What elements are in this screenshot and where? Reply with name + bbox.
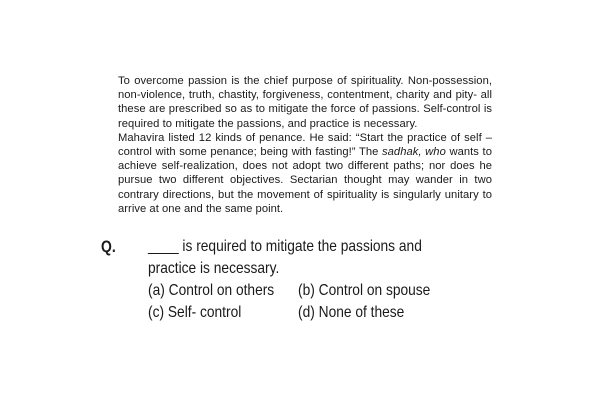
answer-options	[148, 280, 501, 324]
reading-passage	[118, 74, 492, 216]
question-block	[101, 236, 501, 324]
option-d[interactable]: (d) None of these	[298, 304, 405, 321]
option-a[interactable]: (a) Control on others	[148, 282, 275, 299]
question-row	[101, 236, 501, 280]
option-c[interactable]: (c) Self- control	[148, 304, 242, 321]
passage-paragraph-1: To overcome passion is the chief purpose of spirituality. Non-possession, non-violence, truth, chastity, forgiveness, contentment, charity and pity- all these are prescribed so as to mitigate the force of passions. Self-control is required to mitigate the passions, and practice is necessary.	[118, 75, 492, 130]
question-text: ____ is required to mitigate the passions and practice is necessary.	[148, 238, 422, 277]
passage-paragraph-2-part-a: Mahavira listed 12 kinds of penance. He said: “Start the practice of self –control with some penance; being with fasting!” The	[118, 131, 492, 159]
option-b[interactable]: (b) Control on spouse	[298, 282, 431, 299]
question-label: Q.	[101, 237, 116, 256]
passage-paragraph-2-part-c: wants to achieve self-realization, does not adopt two different paths; nor does he pursue two different objectives. Sectarian thought may wander in two contrary directions, but the movement of spirituality is singularly unitary to arrive at one and the same point.	[118, 146, 492, 215]
who-term: who	[425, 146, 446, 159]
sadhak-term: sadhak,	[382, 146, 422, 159]
passage-paragraph-2	[118, 131, 492, 216]
